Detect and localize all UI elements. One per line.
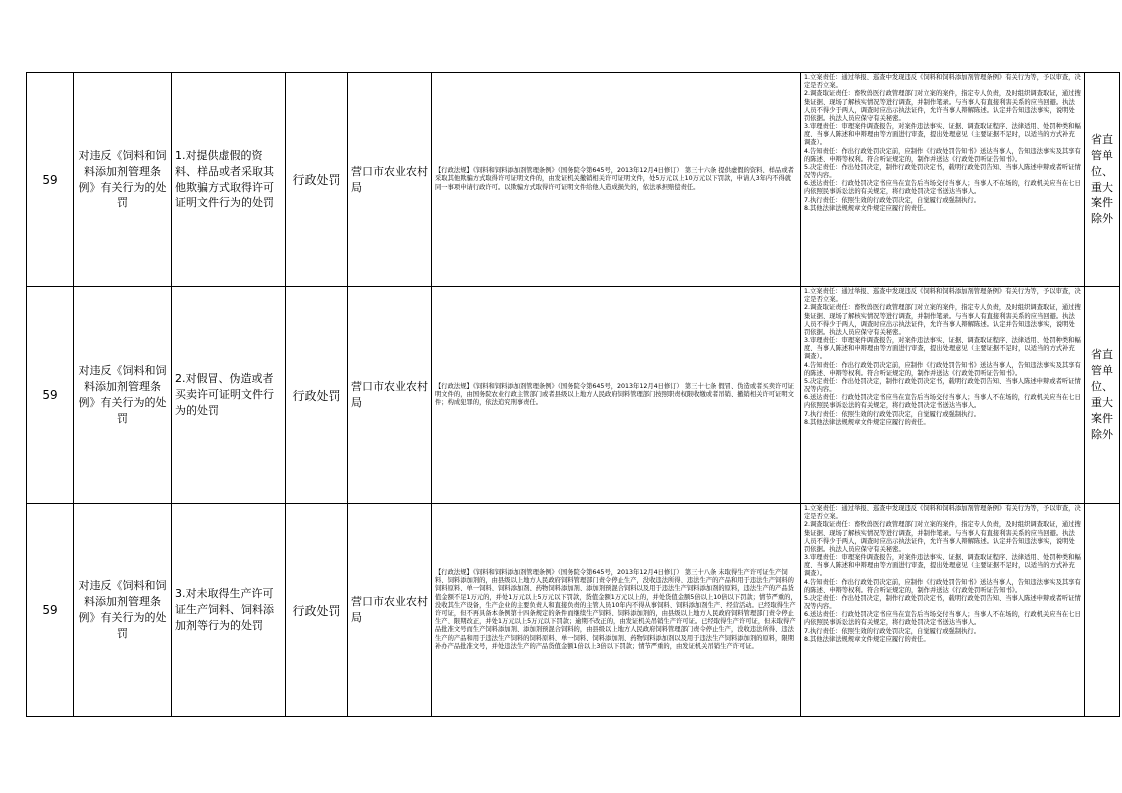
table-row xyxy=(27,504,1120,717)
row-number: 59 xyxy=(27,287,74,504)
power-type: 行政处罚 xyxy=(286,504,348,717)
remarks: 省直管单位、重大案件除外 xyxy=(1085,73,1120,287)
responsibility-item: 7.执行责任：依照生效的行政处罚决定，自觉履行或强制执行。 xyxy=(804,410,981,418)
responsibility-item: 2.调查取证责任：畜牧兽医行政管理部门对立案的案件，指定专人负责，及时组织调查取证，通过搜集证据、现场了解核实情况等进行调查，并制作笔录。与当事人有直接利害关系的应当回避。执法人员不得少于两人，调查时应出示执法证件，允许当事人辩解陈述。认定并告知违法事实，说明处罚依据。执法人员应保守有关秘密。 xyxy=(804,90,1081,122)
responsibility-item: 8.其他法律法规规章文件规定应履行的责任。 xyxy=(804,418,930,426)
responsibility-item: 5.决定责任：作出处罚决定，制作行政处罚决定书，载明行政处罚告知、当事人陈述申辩或者听证情况等内容。 xyxy=(804,163,1081,180)
remarks xyxy=(1085,504,1120,717)
legal-basis: 【行政法规】《饲料和饲料添加剂管理条例》（国务院令第645号，2013年12月4日修订） 第三十七条 假冒、伪造或者买卖许可证明文件的，由国务院农业行政主管部门或者县级以上地方人民政府饲料管理部门按照职责权限收缴或者吊销、撤销相关许可证明文件；构成犯罪的，依法追究刑事责任。 xyxy=(432,287,801,504)
responsibility-item: 2.调查取证责任：畜牧兽医行政管理部门对立案的案件，指定专人负责，及时组织调查取证，通过搜集证据、现场了解核实情况等进行调查，并制作笔录。与当事人有直接利害关系的应当回避。执法人员不得少于两人，调查时应出示执法证件，允许当事人辩解陈述。认定并告知违法事实，说明处罚依据。执法人员应保守有关秘密。 xyxy=(804,304,1081,336)
responsibility-item: 3.审理责任：审理案件调查报告，对案件违法事实、证据、调查取证程序、法律适用、处罚种类和幅度、当事人陈述和申辩理由等方面进行审查，提出处理意见（主要证据不足时，以适当的方式补充调查）。 xyxy=(804,554,1081,578)
responsibility-item: 6.送达责任：行政处罚决定书应当在宣告后当场交付当事人；当事人不在场的，行政机关应当在七日内依照民事诉讼法的有关规定，将行政处罚决定书送达当事人。 xyxy=(804,394,1081,410)
responsibility-list xyxy=(801,287,1085,504)
power-item-name: 对违反《饲料和饲料添加剂管理条例》有关行为的处罚 xyxy=(74,504,172,717)
responsibility-item: 1.立案责任：通过举报、巡查中发现违反《饲料和饲料添加剂管理条例》有关行为等，予以审查，决定是否立案。 xyxy=(804,74,1081,90)
responsibility-item: 3.审理责任：审理案件调查报告，对案件违法事实、证据、调查取证程序、法律适用、处罚种类和幅度、当事人陈述和申辩理由等方面进行审查，提出处理意见（主要证据不足时，以适当的方式补充调查）。 xyxy=(804,337,1081,361)
power-item-name: 对违反《饲料和饲料添加剂管理条例》有关行为的处罚 xyxy=(74,73,172,287)
responsibility-item: 5.决定责任：作出处罚决定，制作行政处罚决定书，载明行政处罚告知、当事人陈述申辩或者听证情况等内容。 xyxy=(804,594,1081,611)
responsibility-item: 8.其他法律法规规章文件规定应履行的责任。 xyxy=(804,635,930,643)
responsibility-item: 1.立案责任：通过举报、巡查中发现违反《饲料和饲料添加剂管理条例》有关行为等，予以审查，决定是否立案。 xyxy=(804,505,1081,521)
responsibility-list xyxy=(801,73,1085,287)
legal-basis: 【行政法规】《饲料和饲料添加剂管理条例》（国务院令第645号，2013年12月4日修订） 第三十八条 未取得生产许可证生产饲料、饲料添加剂的，由县级以上地方人民政府饲料管理部门责令停止生产，没收违法所得、违法生产的产品和用于违法生产饲料的饲料原料、单一饲料、饲料添加剂、药物饲料添加剂、添加剂预混合饲料以及用于违法生产饲料添加剂的原料，违法生产的产品货值金额不足1万元的，并处1万元以上5万元以下罚款，货值金额1万元以上的，并处货值金额5倍以上10倍以下罚款；情节严重的，没收其生产设备，生产企业的主要负责人和直接负责的主管人员10年内不得从事饲料、饲料添加剂生产、经营活动。已经取得生产许可证，但不再具备本条例第十四条规定的条件而继续生产饲料、饲料添加剂的，由县级以上地方人民政府饲料管理部门责令停止生产、限期改正，并处1万元以上5万元以下罚款；逾期不改正的，由发证机关吊销生产许可证。已经取得生产许可证，但未取得产品批准文号而生产饲料添加剂、添加剂预混合饲料的，由县级以上地方人民政府饲料管理部门责令停止生产，没收违法所得、违法生产的产品和用于违法生产饲料的饲料原料、单一饲料、饲料添加剂、药物饲料添加剂以及用于违法生产饲料添加剂的原料，限期补办产品批准文号，并处违法生产的产品货值金额1倍以上3倍以下罚款；情节严重的，由发证机关吊销生产许可证。 xyxy=(432,504,801,717)
implementing-dept: 营口市农业农村局 xyxy=(348,73,432,287)
responsibility-item: 1.立案责任：通过举报、巡查中发现违反《饲料和饲料添加剂管理条例》有关行为等，予以审查，决定是否立案。 xyxy=(804,288,1081,304)
responsibility-item: 7.执行责任：依照生效的行政处罚决定，自觉履行或强制执行。 xyxy=(804,627,981,635)
rights-table xyxy=(26,72,1120,717)
power-item-name: 对违反《饲料和饲料添加剂管理条例》有关行为的处罚 xyxy=(74,287,172,504)
responsibility-item: 2.调查取证责任：畜牧兽医行政管理部门对立案的案件，指定专人负责，及时组织调查取证，通过搜集证据、现场了解核实情况等进行调查，并制作笔录。与当事人有直接利害关系的应当回避。执法人员不得少于两人，调查时应出示执法证件，允许当事人辩解陈述。认定并告知违法事实，说明处罚依据。执法人员应保守有关秘密。 xyxy=(804,521,1081,553)
responsibility-item: 4.告知责任：作出行政处罚决定前，应制作《行政处罚告知书》送达当事人，告知违法事实及其享有的陈述、申辩等权利。符合听证规定的，制作并送达《行政处罚听证告知书》。 xyxy=(804,578,1081,594)
power-sub-item: 3.对未取得生产许可证生产饲料、饲料添加剂等行为的处罚 xyxy=(172,504,286,717)
responsibility-item: 5.决定责任：作出处罚决定，制作行政处罚决定书，载明行政处罚告知、当事人陈述申辩或者听证情况等内容。 xyxy=(804,377,1081,394)
row-number: 59 xyxy=(27,504,74,717)
power-sub-item: 1.对提供虚假的资料、样品或者采取其他欺骗方式取得许可证明文件行为的处罚 xyxy=(172,73,286,287)
implementing-dept: 营口市农业农村局 xyxy=(348,504,432,717)
responsibility-item: 6.送达责任：行政处罚决定书应当在宣告后当场交付当事人；当事人不在场的，行政机关应当在七日内依照民事诉讼法的有关规定，将行政处罚决定书送达当事人。 xyxy=(804,180,1081,196)
remarks: 省直管单位、重大案件除外 xyxy=(1085,287,1120,504)
power-sub-item: 2.对假冒、伪造或者买卖许可证明文件行为的处罚 xyxy=(172,287,286,504)
responsibility-item: 8.其他法律法规规章文件规定应履行的责任。 xyxy=(804,204,930,212)
power-type: 行政处罚 xyxy=(286,73,348,287)
legal-basis: 【行政法规】《饲料和饲料添加剂管理条例》（国务院令第645号，2013年12月4日修订） 第三十六条 提供虚假的资料、样品或者采取其他欺骗方式取得许可证明文件的，由发证机关撤销相关许可证明文件，处5万元以上10万元以下罚款，申请人3年内不得就同一事项申请行政许可。以欺骗方式取得许可证明文件给他人造成损失的，依法承担赔偿责任。 xyxy=(432,73,801,287)
implementing-dept: 营口市农业农村局 xyxy=(348,287,432,504)
responsibility-item: 6.送达责任：行政处罚决定书应当在宣告后当场交付当事人；当事人不在场的，行政机关应当在七日内依照民事诉讼法的有关规定，将行政处罚决定书送达当事人。 xyxy=(804,611,1081,627)
responsibility-item: 3.审理责任：审理案件调查报告，对案件违法事实、证据、调查取证程序、法律适用、处罚种类和幅度、当事人陈述和申辩理由等方面进行审查，提出处理意见（主要证据不足时，以适当的方式补充调查）。 xyxy=(804,123,1081,147)
responsibility-list xyxy=(801,504,1085,717)
power-type: 行政处罚 xyxy=(286,287,348,504)
row-number: 59 xyxy=(27,73,74,287)
responsibility-item: 4.告知责任：作出行政处罚决定前，应制作《行政处罚告知书》送达当事人，告知违法事实及其享有的陈述、申辩等权利。符合听证规定的，制作并送达《行政处罚听证告知书》。 xyxy=(804,361,1081,377)
responsibility-item: 4.告知责任：作出行政处罚决定前，应制作《行政处罚告知书》送达当事人，告知违法事实及其享有的陈述、申辩等权利。符合听证规定的，制作并送达《行政处罚听证告知书》。 xyxy=(804,147,1081,163)
table-row xyxy=(27,287,1120,504)
table-row xyxy=(27,73,1120,287)
responsibility-item: 7.执行责任：依照生效的行政处罚决定，自觉履行或强制执行。 xyxy=(804,196,981,204)
